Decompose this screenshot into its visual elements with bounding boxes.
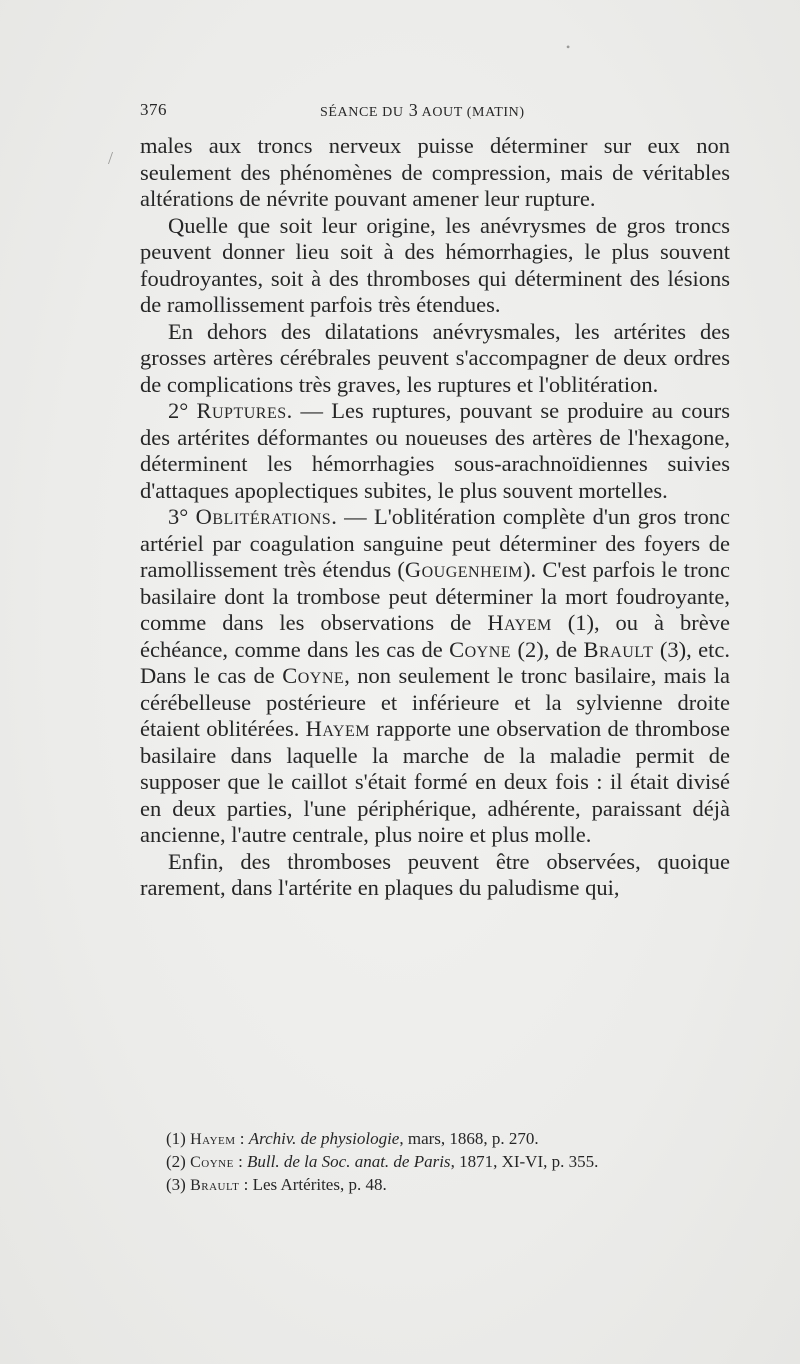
text-run: ). C'est parfois le tronc basilaire dont la trombose peut déterminer la mort foudroyante, comme dans les observations de [140,557,730,635]
footnote [166,1174,726,1197]
text-run: 3° [168,504,196,529]
author-name: Ruptures [196,398,287,423]
paragraph [140,849,730,902]
running-head-word: AOUT [418,105,463,120]
running-head-text [320,100,525,120]
author-name: Brault [583,636,654,662]
running-head-word: 3 [403,100,419,120]
text-run: (2), de [511,636,584,662]
text-run: (3), etc. Dans le cas de [140,636,730,688]
footnote [166,1151,726,1174]
text-run: (1) [166,1129,191,1148]
paragraph [140,213,730,319]
text-run: : Les Artérites, p. 48. [239,1175,387,1194]
footnote [166,1128,726,1151]
text-run: , 1871, XI-VI, p. 355. [450,1152,599,1171]
running-head-word: (MATIN) [462,105,525,120]
author-name: Coyne [190,1154,234,1171]
text-run: 2° [168,398,197,423]
page-number: 376 [140,100,167,119]
text-run: . — L'oblitération complète d'un gros tronc artériel par coagulation sanguine peut déterminer des foyers de ramollissement très étendus ( [140,504,730,582]
author-name: Coyne [449,636,512,662]
citation-title: Archiv. de physiologie [248,1129,400,1148]
text-run: . — Les ruptures, pouvant se produire au cours des artérites déformantes ou noueuses des artères de l'hexagone, déterminent les hémorrhagies sous-arachnoïdiennes suivies d'attaques apoplectiques subites, le plus souvent mortelles. [140,398,730,503]
text-run: (2) [166,1152,191,1171]
text-run: , non seulement le tronc basilaire, mais la cérébelleuse postérieure et inférieure et la sylvienne droite étaient oblitérées. [140,663,730,741]
text-run: : [233,1152,248,1171]
text-run: (1), ou à brève échéance, comme dans les cas de [140,610,730,662]
body-text [140,133,730,902]
page-header [140,100,730,126]
text-run: : [235,1129,249,1148]
text-run: Enfin, des thromboses peuvent être observées, quoique rarement, dans l'artérite en plaques du paludisme qui, [140,848,730,900]
text-run: (3) [166,1175,191,1194]
author-name: Brault [190,1177,240,1194]
paragraph [140,133,730,213]
author-name: Hayem [305,716,370,741]
running-head-word: DU [378,105,404,120]
paragraph [140,504,730,849]
footnotes [166,1128,726,1197]
citation-title: Bull. de la Soc. anat. de Paris [247,1152,451,1171]
paragraph [140,319,730,399]
author-name: Oblitérations [195,504,332,529]
running-head [320,100,525,121]
margin-tick: / [108,148,114,168]
text-run: , mars, 1868, p. 270. [399,1129,539,1148]
text-run: En dehors des dilatations anévrysmales, les artérites des grosses artères cérébrales peuvent s'accompagner de deux ordres de complications très graves, les ruptures et l'oblitération. [140,318,730,397]
text-run: males aux troncs nerveux puisse déterminer sur eux non seulement des phénomènes de compression, mais de véritables altérations de névrite pouvant amener leur rupture. [140,133,730,211]
text-run: rapporte une observation de thrombose basilaire dans laquelle la marche de la maladie permit de supposer que le caillot s'était formé en deux fois : il était divisé en deux parties, l'une périphérique, adhérente, paraissant déjà ancienne, l'autre centrale, plus noire et plus molle. [140,716,730,847]
paragraph [140,398,730,504]
text-run: Quelle que soit leur origine, les anévrysmes de gros troncs peuvent donner lieu soit à des hémorrhagies, le plus souvent foudroyantes, soit à des thromboses qui déterminent des lésions de ramollissement parfois très étendues. [140,212,730,317]
author-name: Gougenheim [404,557,523,582]
author-name: Hayem [487,610,552,635]
running-head-word: SÉANCE [320,105,379,120]
author-name: Coyne [282,663,345,688]
margin-speck: • [566,40,571,54]
author-name: Hayem [190,1131,236,1148]
